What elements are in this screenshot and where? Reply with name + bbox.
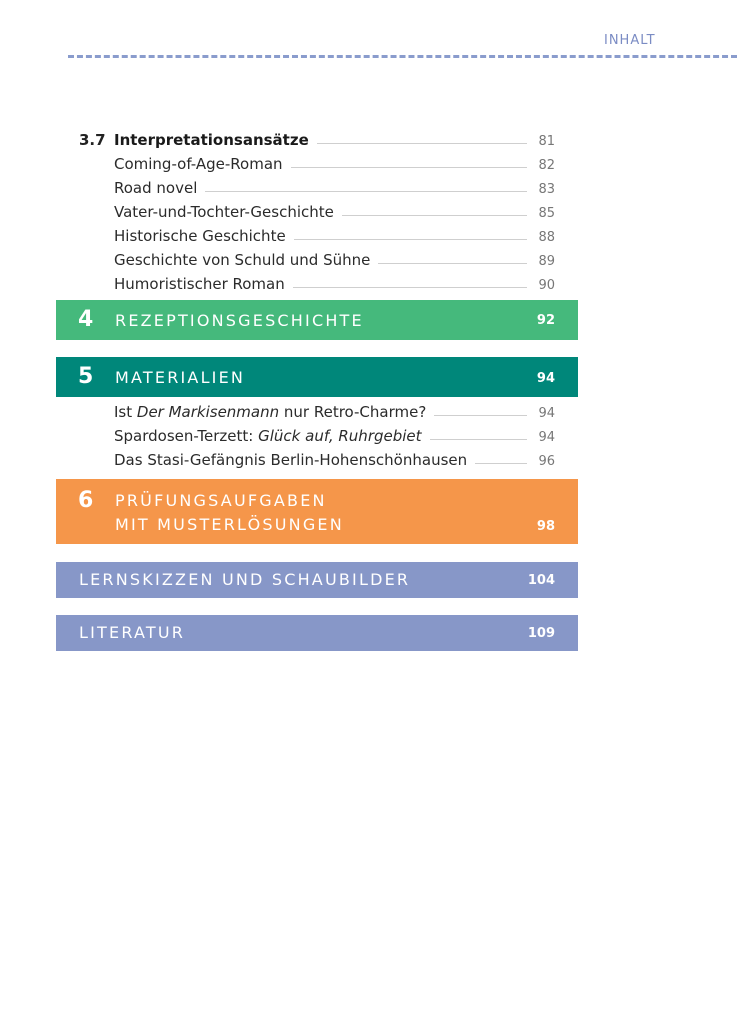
- toc-page-number: 83: [538, 182, 555, 197]
- chapter-number: 5: [78, 364, 94, 389]
- toc-entry[interactable]: [114, 447, 555, 469]
- section-page-number: 104: [527, 573, 555, 588]
- toc-leader-line: [205, 191, 527, 192]
- chapter-5-band[interactable]: [56, 357, 578, 397]
- toc-page-number: 85: [538, 206, 555, 221]
- toc-entry[interactable]: [114, 271, 555, 293]
- literatur-band[interactable]: [56, 615, 578, 651]
- chapter-title-line2: MIT MUSTERLÖSUNGEN: [115, 515, 344, 534]
- toc-page-number: 94: [538, 406, 555, 421]
- toc-leader-line: [317, 143, 527, 144]
- toc-entry-title: Historische Geschichte: [114, 227, 286, 245]
- toc-page-number: 90: [538, 278, 555, 293]
- chapter-6-band[interactable]: [56, 479, 578, 544]
- toc-section-title: Interpretationsansätze: [114, 131, 309, 149]
- lernskizzen-band[interactable]: [56, 562, 578, 598]
- chapter-page-number: 98: [536, 519, 555, 534]
- chapter-title: MATERIALIEN: [115, 368, 246, 387]
- toc-entry[interactable]: [114, 223, 555, 245]
- chapter-page-number: 92: [536, 313, 555, 328]
- toc-page-number: 81: [538, 134, 555, 149]
- toc-leader-line: [291, 167, 527, 168]
- toc-entry[interactable]: [114, 247, 555, 269]
- toc-entry-title: Das Stasi-Gefängnis Berlin-Hohenschönhausen: [114, 451, 468, 469]
- chapter-title-line1: PRÜFUNGSAUFGABEN: [115, 491, 327, 510]
- toc-entry[interactable]: [114, 399, 555, 421]
- toc-entry[interactable]: [114, 175, 555, 197]
- toc-page-number: 82: [538, 158, 555, 173]
- section-title: LITERATUR: [79, 623, 186, 642]
- running-header-label: INHALT: [604, 33, 656, 48]
- toc-leader-line: [293, 287, 527, 288]
- toc-entry-title: Spardosen-Terzett: Glück auf, Ruhrgebiet: [114, 427, 422, 445]
- toc-entry[interactable]: [114, 423, 555, 445]
- toc-entry-title: Geschichte von Schuld und Sühne: [114, 251, 371, 269]
- toc-entry-3-7[interactable]: [79, 127, 555, 149]
- toc-entry[interactable]: [114, 151, 555, 173]
- toc-leader-line: [434, 415, 527, 416]
- chapter-4-band[interactable]: [56, 300, 578, 340]
- toc-entry-title: Ist Der Markisenmann nur Retro-Charme?: [114, 403, 427, 421]
- toc-entry-title: Humoristischer Roman: [114, 275, 285, 293]
- toc-leader-line: [378, 263, 527, 264]
- toc-section-number: 3.7: [79, 131, 106, 149]
- toc-entry-title: Vater-und-Tochter-Geschichte: [114, 203, 334, 221]
- toc-page-number: 88: [538, 230, 555, 245]
- toc-leader-line: [475, 463, 527, 464]
- toc-leader-line: [430, 439, 527, 440]
- toc-entry-title: Road novel: [114, 179, 198, 197]
- toc-page-number: 89: [538, 254, 555, 269]
- chapter-page-number: 94: [536, 371, 555, 386]
- header-dashed-rule: [68, 55, 737, 58]
- toc-entry-title: Coming-of-Age-Roman: [114, 155, 283, 173]
- chapter-number: 4: [78, 307, 94, 332]
- section-title: LERNSKIZZEN UND SCHAUBILDER: [79, 570, 411, 589]
- toc-entry[interactable]: [114, 199, 555, 221]
- section-page-number: 109: [527, 626, 555, 641]
- toc-leader-line: [294, 239, 527, 240]
- toc-page-number: 96: [538, 454, 555, 469]
- toc-leader-line: [342, 215, 527, 216]
- toc-page-number: 94: [538, 430, 555, 445]
- chapter-title: REZEPTIONSGESCHICHTE: [115, 311, 364, 330]
- chapter-number: 6: [78, 488, 94, 513]
